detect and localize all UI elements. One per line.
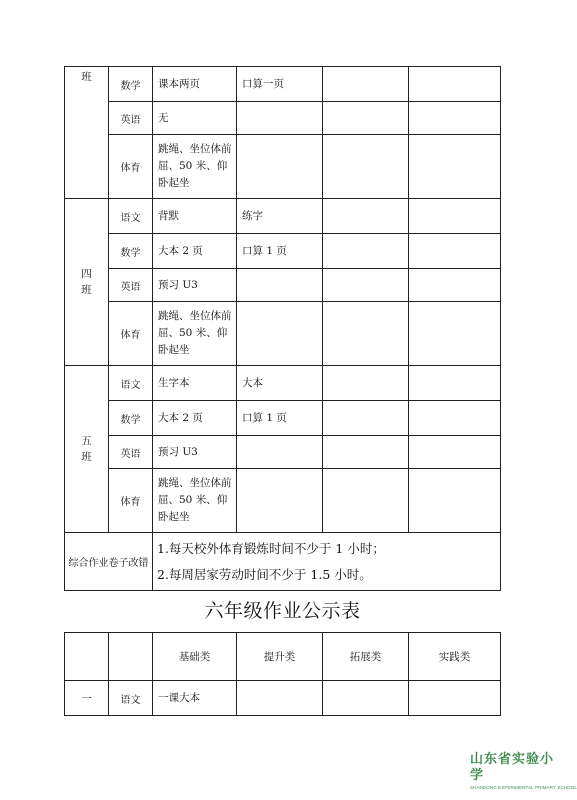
expand-cell [323,269,409,302]
improve-cell [237,302,323,366]
subject-cell: 体育 [109,302,153,366]
basic-cell: 无 [153,102,237,135]
practice-cell [409,269,501,302]
practice-cell [409,366,501,401]
school-name-en: SHANDONG EXPERIMENTAL PRIMARY SCHOOL [470,785,577,790]
basic-cell: 跳绳、坐位体前屈、50 米、仰卧起坐 [153,469,237,533]
subject-cell: 英语 [109,102,153,135]
school-logo [470,752,577,790]
improve-cell: 大本 [237,366,323,401]
practice-cell [409,302,501,366]
subject-cell: 语文 [109,199,153,234]
expand-cell [323,102,409,135]
expand-cell [323,681,409,716]
subject-cell: 数学 [109,234,153,269]
fifth-grade-homework-table [64,66,501,591]
expand-cell [323,234,409,269]
practice-cell [409,401,501,436]
improve-cell [237,436,323,469]
expand-cell [323,135,409,199]
expand-cell [323,67,409,102]
improve-cell [237,469,323,533]
improve-cell [237,269,323,302]
subject-cell: 语文 [109,366,153,401]
expand-cell [323,401,409,436]
practice-cell [409,436,501,469]
basic-cell: 课本两页 [153,67,237,102]
notes-line: 1.每天校外体育锻炼时间不少于 1 小时； [157,540,385,556]
improve-cell [237,135,323,199]
expand-cell [323,469,409,533]
improve-cell: 练字 [237,199,323,234]
subject-cell: 体育 [109,135,153,199]
class-label: 班 [81,71,92,83]
basic-cell: 一课大本 [153,681,237,716]
practice-cell [409,681,501,716]
table-row [65,199,501,234]
header-blank-cell [65,633,109,681]
notes-label: 综合作业卷子改错 [65,533,153,591]
improve-cell [237,681,323,716]
table-row [65,135,501,199]
practice-cell [409,469,501,533]
table-row [65,67,501,102]
practice-cell [409,234,501,269]
practice-cell [409,102,501,135]
basic-cell: 跳绳、坐位体前屈、50 米、仰卧起坐 [153,302,237,366]
expand-cell [323,199,409,234]
header-basic: 基础类 [153,633,237,681]
improve-cell: 口算 1 页 [237,234,323,269]
practice-cell [409,67,501,102]
class-label-cell [65,199,109,366]
practice-cell [409,135,501,199]
table-row [65,436,501,469]
table-row [65,366,501,401]
header-blank-cell [109,633,153,681]
basic-cell: 预习 U3 [153,436,237,469]
basic-cell: 大本 2 页 [153,234,237,269]
subject-cell: 英语 [109,269,153,302]
table-row [65,681,501,716]
basic-cell: 背默 [153,199,237,234]
class-label-cell [65,366,109,533]
subject-cell: 数学 [109,401,153,436]
expand-cell [323,366,409,401]
table-row [65,234,501,269]
class-label: 一 [65,681,109,716]
header-improve: 提升类 [237,633,323,681]
subject-cell: 英语 [109,436,153,469]
school-name-cn: 山东省实验小学 [470,752,555,783]
subject-cell: 数学 [109,67,153,102]
table-row [65,469,501,533]
basic-cell: 生字本 [153,366,237,401]
header-expand: 拓展类 [323,633,409,681]
sixth-grade-homework-table [64,632,501,716]
notes-line: 2.每周居家劳动时间不少于 1.5 小时。 [157,566,372,582]
subject-cell: 体育 [109,469,153,533]
header-practice: 实践类 [409,633,501,681]
notes-row [65,533,501,591]
basic-cell: 大本 2 页 [153,401,237,436]
header-row [65,633,501,681]
expand-cell [323,302,409,366]
improve-cell [237,102,323,135]
practice-cell [409,199,501,234]
basic-cell: 预习 U3 [153,269,237,302]
class-label-cell [65,67,109,199]
sixth-grade-table-title: 六年级作业公示表 [204,600,361,622]
subject-cell: 语文 [109,681,153,716]
table-row [65,302,501,366]
improve-cell: 口算一页 [237,67,323,102]
table-row [65,269,501,302]
improve-cell: 口算 1 页 [237,401,323,436]
notes-text [153,533,501,591]
basic-cell: 跳绳、坐位体前屈、50 米、仰卧起坐 [153,135,237,199]
table-row [65,401,501,436]
class-label: 五班 [81,435,92,463]
class-label: 四班 [81,268,92,296]
table-row [65,102,501,135]
expand-cell [323,436,409,469]
